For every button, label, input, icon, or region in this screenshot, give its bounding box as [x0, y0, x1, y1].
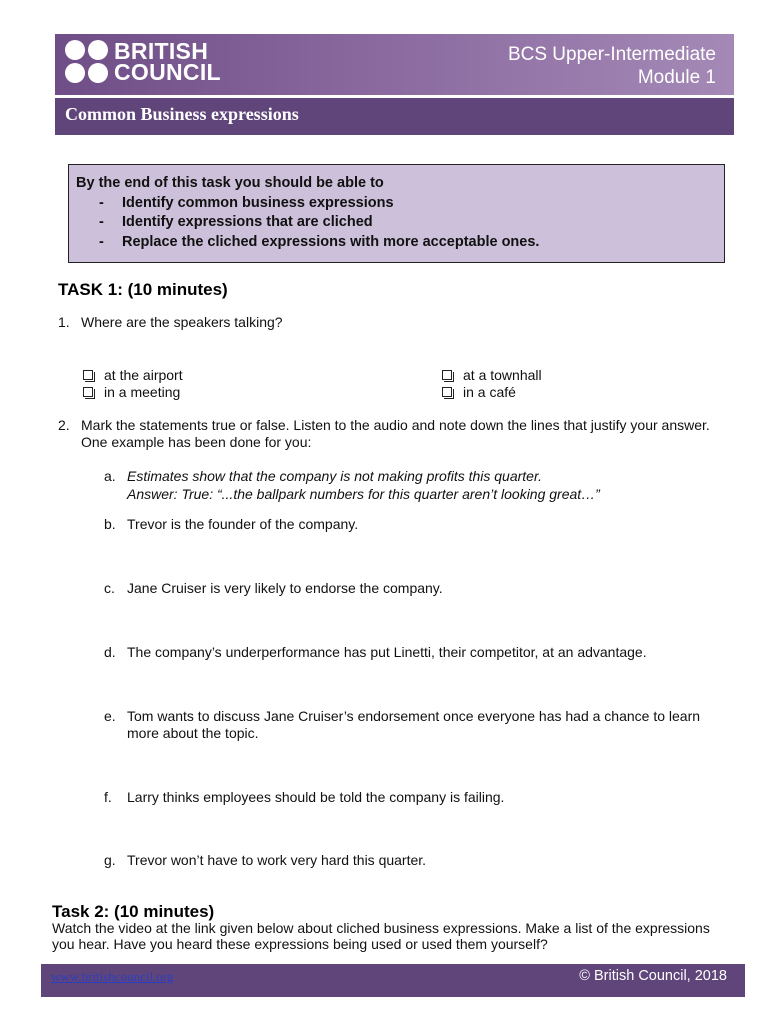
header-banner	[55, 34, 734, 95]
statement-letter: g.	[104, 852, 116, 868]
question1-text: Where are the speakers talking?	[81, 314, 283, 330]
option-label: in a meeting	[104, 384, 181, 400]
statement-letter: a.	[104, 468, 116, 484]
objectives-box	[68, 164, 725, 263]
course-label	[508, 43, 716, 89]
option-label: at a townhall	[463, 367, 542, 383]
british-council-logo	[65, 37, 221, 85]
statement-text: Estimates show that the company is not making profits this quarter.	[127, 468, 543, 484]
statement-letter: d.	[104, 644, 116, 660]
statement-text: The company’s underperformance has put Linetti, their competitor, at an advantage.	[127, 644, 647, 660]
statement-text: Tom wants to discuss Jane Cruiser’s endorsement once everyone has had a chance to learn	[127, 708, 701, 724]
statement-letter: f.	[104, 789, 112, 805]
question2-text-line2: One example has been done for you:	[81, 434, 312, 450]
logo-text-line2: COUNCIL	[114, 58, 221, 85]
objectives-list	[76, 194, 724, 253]
option-checkbox[interactable]	[83, 387, 93, 397]
question2-text-line1: Mark the statements true or false. Listen to the audio and note down the lines that justify your answer.	[81, 417, 710, 433]
question1-number: 1.	[58, 314, 70, 330]
footer-bar	[41, 964, 745, 997]
option-checkbox[interactable]	[442, 387, 452, 397]
task2-text-line2: you hear. Have you heard these expressions being used or used them yourself?	[52, 936, 548, 952]
title-banner	[55, 98, 734, 135]
logo-dots-icon	[65, 40, 108, 83]
task2-text-line1: Watch the video at the link given below about cliched business expressions. Make a list of the expressions	[52, 920, 710, 936]
statement-text-continued: more about the topic.	[127, 725, 259, 741]
page-title: Common Business expressions	[65, 104, 299, 124]
logo-text-line1: BRITISH	[114, 37, 209, 64]
option-checkbox[interactable]	[442, 370, 452, 380]
statement-letter: e.	[104, 708, 116, 724]
statement-text: Larry thinks employees should be told the company is failing.	[127, 789, 505, 805]
option-checkbox[interactable]	[83, 370, 93, 380]
course-name: BCS Upper-Intermediate	[507, 44, 716, 65]
task2-heading: Task 2: (10 minutes)	[52, 902, 215, 921]
question2-number: 2.	[58, 417, 70, 433]
objective-item: - Identify common business expressions	[99, 194, 724, 214]
objective-item: - Identify expressions that are cliched	[99, 213, 724, 233]
website-link[interactable]: www.britishcouncil.org	[51, 969, 174, 984]
task1-heading: TASK 1: (10 minutes)	[58, 280, 228, 299]
statement-text: Trevor won’t have to work very hard this quarter.	[127, 852, 427, 868]
objective-item: - Replace the cliched expressions with more acceptable ones.	[99, 233, 724, 253]
statement-text: Jane Cruiser is very likely to endorse the company.	[127, 580, 443, 596]
module-name: Module 1	[637, 67, 716, 88]
example-answer: Answer: True: “...the ballpark numbers for this quarter aren’t looking great…”	[127, 486, 600, 502]
statement-letter: c.	[104, 580, 115, 596]
objectives-intro: By the end of this task you should be able to	[76, 175, 384, 191]
statement-letter: b.	[104, 516, 116, 532]
copyright-text: © British Council, 2018	[579, 968, 727, 984]
option-label: at the airport	[104, 367, 183, 383]
statement-text: Trevor is the founder of the company.	[127, 516, 359, 532]
option-label: in a café	[463, 384, 516, 400]
